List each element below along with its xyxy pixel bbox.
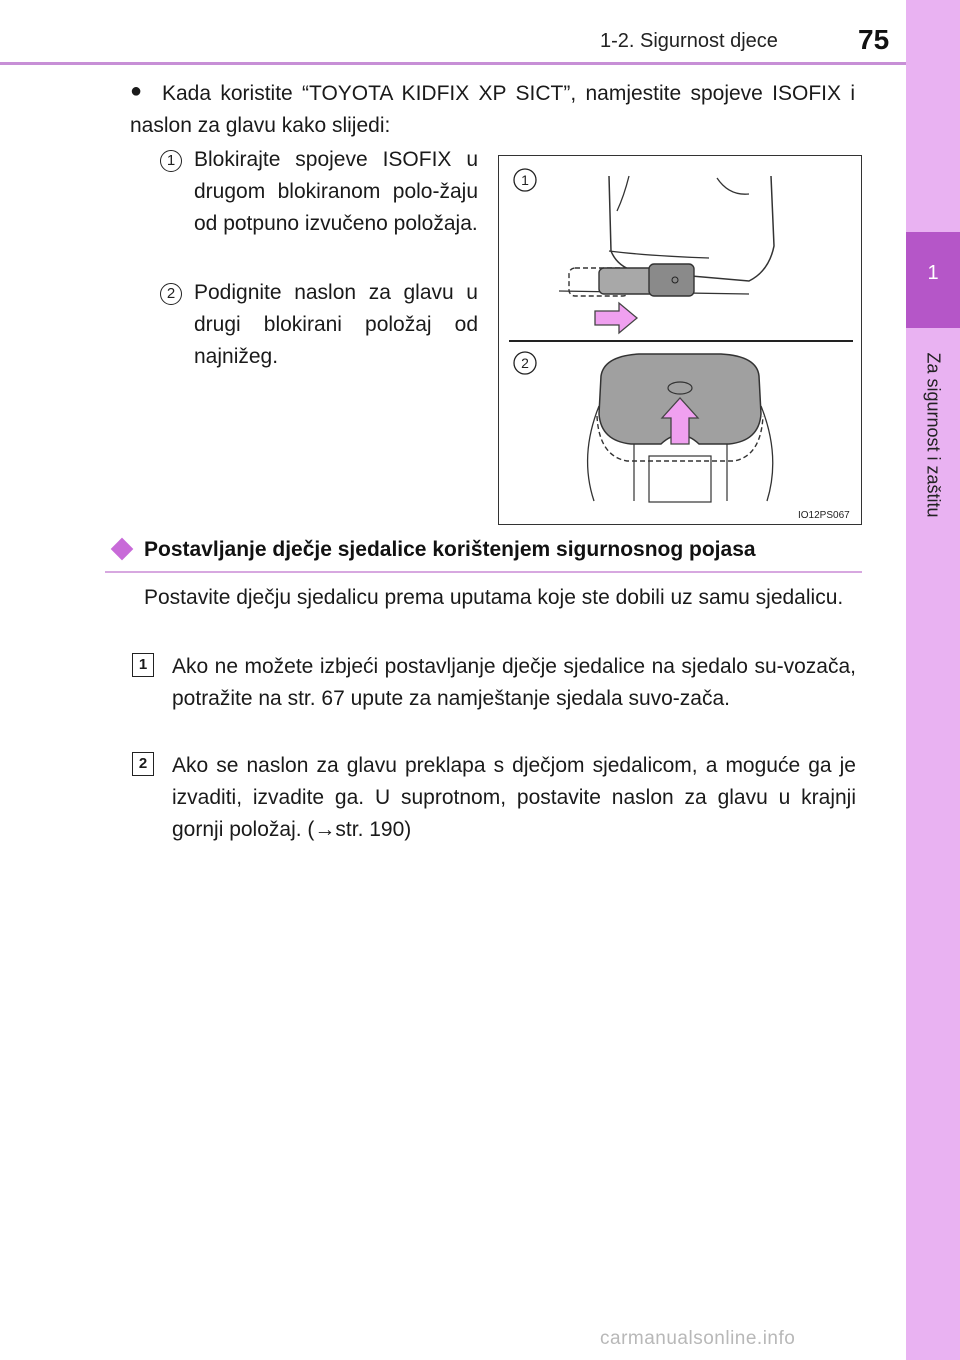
figure-code: IO12PS067 <box>798 510 850 521</box>
page-number: 75 <box>858 24 890 55</box>
illustration-figure <box>498 155 862 525</box>
section-intro: Postavite dječju sjedalicu prema uputama koje ste dobili uz samu sjedalicu. <box>144 586 844 609</box>
section-rule <box>105 571 862 573</box>
figure-label-2: 2 <box>521 355 529 371</box>
diamond-icon <box>111 538 134 561</box>
note-number-2: 2 <box>132 752 154 776</box>
section-reference: 1-2. Sigurnost djece <box>600 30 778 52</box>
step-number-2: 2 <box>160 283 182 305</box>
note-text-2: Ako se naslon za glavu preklapa s dječjom sjedalicom, a moguće ga je izvaditi, izvadite ga. U suprotnom, postavite naslon za glavu u krajnji gornji položaj. (→str. 190) <box>172 754 856 841</box>
side-strip <box>906 0 960 1360</box>
bullet-icon: ● <box>130 80 143 102</box>
intro-text-content: Kada koristite “TOYOTA KIDFIX XP SICT”, namjestite spojeve ISOFIX i naslon za glavu kako slijedi: <box>130 82 855 137</box>
intro-text <box>130 78 855 142</box>
section-title: Postavljanje dječje sjedalice korištenjem sigurnosnog pojasa <box>144 538 756 561</box>
isofix-headrest-illustration <box>499 156 861 524</box>
step-text-2: Podignite naslon za glavu u drugi blokirani položaj od najnižeg. <box>194 281 478 368</box>
chapter-number: 1 <box>927 262 939 284</box>
figure-label-1: 1 <box>521 172 529 188</box>
step-number-1: 1 <box>160 150 182 172</box>
note-number-1: 1 <box>132 653 154 677</box>
note-text-1: Ako ne možete izbjeći postavljanje dječje sjedalice na sjedalo su-vozača, potražite na str. 67 upute za namještanje sjedala suvo-zača. <box>172 655 856 710</box>
step-text-1: Blokirajte spojeve ISOFIX u drugom blokiranom polo-žaju od potpuno izvučeno položaja. <box>194 148 478 235</box>
watermark: carmanualsonline.info <box>600 1328 796 1349</box>
arrow-right-icon <box>595 303 637 333</box>
header-rule <box>0 62 906 65</box>
chapter-title: Za sigurnost i zaštitu <box>923 352 944 518</box>
